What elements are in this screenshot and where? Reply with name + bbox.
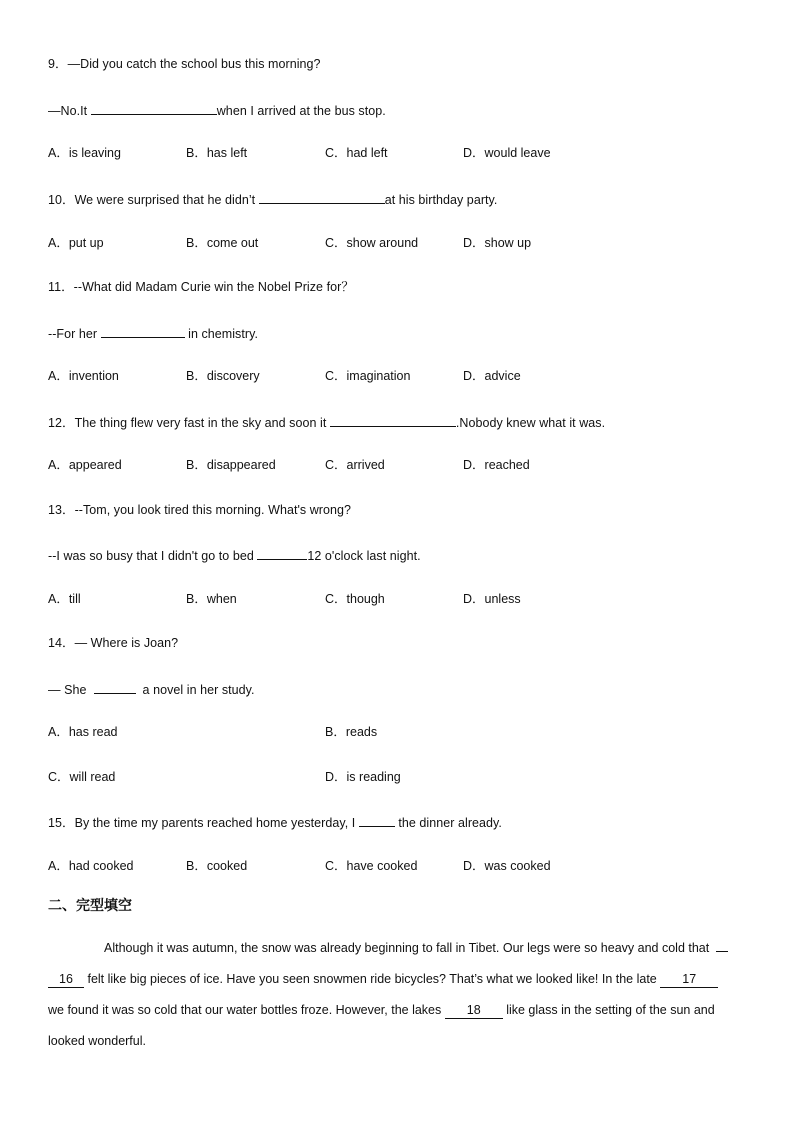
option-a[interactable]: A．invention xyxy=(48,369,119,383)
option-c[interactable]: C．imagination xyxy=(325,369,411,383)
question-text-post: at his birthday party. xyxy=(384,193,498,207)
question-13-stem xyxy=(48,502,351,518)
option-d[interactable]: D．is reading xyxy=(325,770,401,784)
answer-blank[interactable] xyxy=(259,190,385,204)
option-b[interactable]: B．disappeared xyxy=(186,458,276,472)
question-text: — Where is Joan? xyxy=(74,636,179,650)
question-text-post: the dinner already. xyxy=(394,816,502,830)
question-14-answer-line xyxy=(48,680,255,698)
option-b[interactable]: B．when xyxy=(186,592,237,606)
option-b[interactable]: B．reads xyxy=(325,725,378,739)
answer-text-post: in chemistry. xyxy=(184,327,258,341)
blank-18[interactable]: 18 xyxy=(445,1002,503,1019)
question-number: 12． xyxy=(48,416,75,430)
blank-17[interactable]: 17 xyxy=(660,971,718,988)
passage-text: Although it was autumn, the snow was already beginning to fall in Tibet. Our legs were so heavy and cold that xyxy=(104,941,710,955)
answer-blank[interactable] xyxy=(359,813,395,827)
question-9-stem xyxy=(48,56,321,72)
answer-blank[interactable] xyxy=(330,413,456,427)
question-12-stem xyxy=(48,413,605,431)
answer-text-post: when I arrived at the bus stop. xyxy=(216,104,386,118)
answer-text-pre: — She xyxy=(48,683,94,697)
option-d[interactable]: D．reached xyxy=(463,458,530,472)
question-text: --What did Madam Curie win the Nobel Prize for？ xyxy=(73,280,354,294)
answer-blank[interactable] xyxy=(91,101,217,115)
answer-blank[interactable] xyxy=(101,324,185,338)
question-11-answer-line xyxy=(48,324,258,342)
option-b[interactable]: B．cooked xyxy=(186,859,248,873)
option-c[interactable]: C．though xyxy=(325,592,385,606)
passage-line-1 xyxy=(104,940,794,956)
passage-text: felt like big pieces of ice. Have you seen snowmen ride bicycles? That’s what we looked like! In the late xyxy=(84,972,661,986)
question-9-answer-line xyxy=(48,101,386,119)
section-heading: 二、完型填空 xyxy=(48,898,132,914)
option-d[interactable]: D．unless xyxy=(463,592,521,606)
option-d[interactable]: D．was cooked xyxy=(463,859,551,873)
question-number: 11． xyxy=(48,280,74,294)
passage-line-4: looked wonderful. xyxy=(48,1034,146,1048)
question-13-answer-line xyxy=(48,546,421,564)
question-number: 9． xyxy=(48,57,68,71)
question-15-stem xyxy=(48,813,502,831)
question-text-pre: By the time my parents reached home yesterday, I xyxy=(74,816,359,830)
option-d[interactable]: D．show up xyxy=(463,236,532,250)
passage-text: we found it was so cold that our water bottles froze. However, the lakes xyxy=(48,1003,445,1017)
blank-16-start[interactable] xyxy=(716,951,728,952)
option-d[interactable]: D．advice xyxy=(463,369,521,383)
option-b[interactable]: B．discovery xyxy=(186,369,260,383)
option-b[interactable]: B．come out xyxy=(186,236,259,250)
answer-text-post: a novel in her study. xyxy=(135,683,255,697)
option-c[interactable]: C．show around xyxy=(325,236,419,250)
option-c[interactable]: C．arrived xyxy=(325,458,385,472)
answer-text-pre: —No.It xyxy=(48,104,91,118)
question-text-pre: We were surprised that he didn’t xyxy=(74,193,259,207)
option-a[interactable]: A．is leaving xyxy=(48,146,121,160)
question-number: 10． xyxy=(48,193,75,207)
question-11-stem xyxy=(48,279,354,295)
question-text-pre: The thing flew very fast in the sky and soon it xyxy=(74,416,330,430)
option-a[interactable]: A．had cooked xyxy=(48,859,134,873)
passage-line-2 xyxy=(48,971,748,988)
option-c[interactable]: C．have cooked xyxy=(325,859,418,873)
option-d[interactable]: D．would leave xyxy=(463,146,551,160)
option-a[interactable]: A．has read xyxy=(48,725,118,739)
question-10-stem xyxy=(48,190,497,208)
passage-line-3 xyxy=(48,1002,748,1019)
answer-blank[interactable] xyxy=(94,680,136,694)
question-text: --Tom, you look tired this morning. What's wrong? xyxy=(74,503,352,517)
answer-blank[interactable] xyxy=(257,546,307,560)
blank-16[interactable]: 16 xyxy=(48,971,84,988)
option-c[interactable]: C．will read xyxy=(48,770,116,784)
option-a[interactable]: A．put up xyxy=(48,236,104,250)
option-a[interactable]: A．appeared xyxy=(48,458,122,472)
question-number: 13． xyxy=(48,503,75,517)
answer-text-pre: --I was so busy that I didn't go to bed xyxy=(48,549,258,563)
answer-text-pre: --For her xyxy=(48,327,101,341)
question-14-stem xyxy=(48,635,178,651)
option-b[interactable]: B．has left xyxy=(186,146,248,160)
question-number: 15． xyxy=(48,816,75,830)
question-text: —Did you catch the school bus this morning? xyxy=(67,57,321,71)
question-text-post: .Nobody knew what it was. xyxy=(455,416,606,430)
option-a[interactable]: A．till xyxy=(48,592,81,606)
question-number: 14． xyxy=(48,636,75,650)
passage-text: like glass in the setting of the sun and xyxy=(502,1003,715,1017)
option-c[interactable]: C．had left xyxy=(325,146,388,160)
answer-text-post: 12 o'clock last night. xyxy=(307,549,421,563)
